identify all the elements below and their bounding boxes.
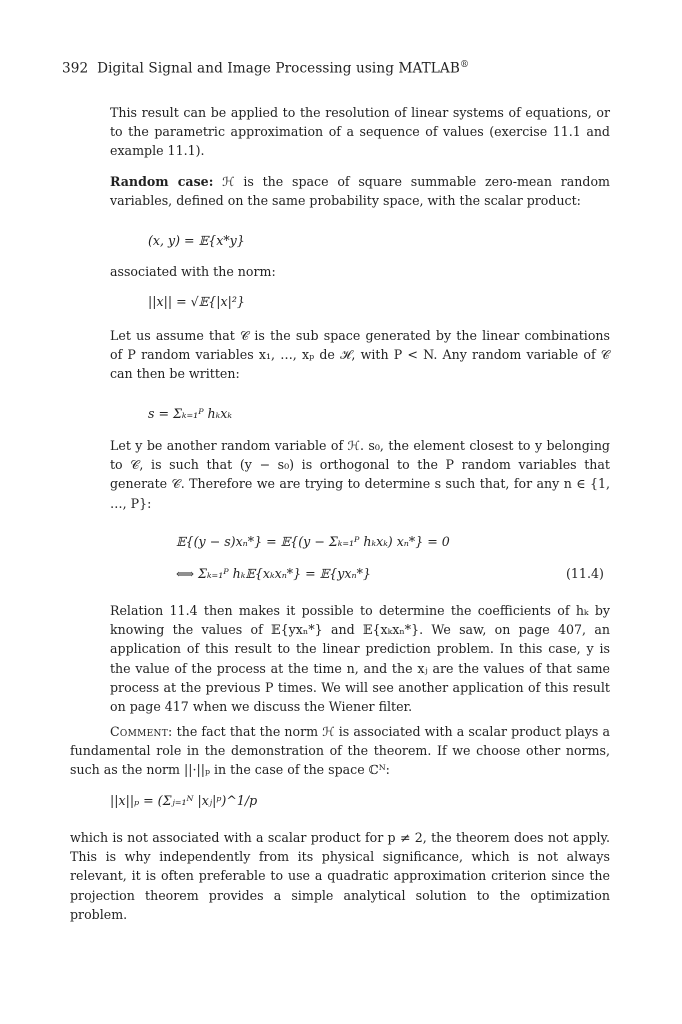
paragraph-conclusion: which is not associated with a scalar product for p ≠ 2, the theorem does not apply. This is why independently from its physical significance, which is not always relevant, it is often preferable to use a quadratic approximation criterion since the projection theorem provides a simple analytical solution to the optimization problem. — [70, 830, 610, 922]
book-title: Digital Signal and Image Processing using MATLAB — [97, 60, 460, 77]
paragraph-subspace: Let us assume that 𝒞 is the sub space generated by the linear combinations of P random variables x₁, …, xₚ de ℋ, with P < N. Any random variable of 𝒞 can then be written: — [110, 328, 610, 382]
random-case-body: ℋ is the space of square summable zero-mean random variables, defined on the same probability space, with the scalar product: — [110, 174, 610, 209]
comment-label: Comment: — [110, 724, 173, 739]
equation-linear-combination: s = Σₖ₌₁ᴾ hₖxₖ — [148, 406, 232, 421]
comment-body: the fact that the norm ℋ is associated with a scalar product plays a fundamental role in the demonstration of the theorem. If we choose other norms, such as the norm ||·||ₚ in the case of the space ℂᴺ: — [70, 724, 610, 778]
running-header — [62, 60, 469, 77]
equation-norm: ||x|| = √𝔼{|x|²} — [148, 294, 245, 309]
equation-p-norm: ||x||ₚ = (Σⱼ₌₁ᴺ |xⱼ|ᵖ)^1/p — [110, 793, 258, 808]
paragraph-comment — [70, 722, 610, 780]
paragraph-relation: Relation 11.4 then makes it possible to determine the coefficients of hₖ by knowing the values of 𝔼{yxₙ*} and 𝔼{xₖxₙ*}. We saw, on page 407, an application of this result to the linear prediction problem. In this case, y is the value of the process at the time n, and the xⱼ are the values of that same process at the previous P times. We will see another application of this result on page 417 when we discuss the Wiener filter. — [110, 603, 610, 715]
registered-mark: ® — [459, 60, 470, 70]
equation-normal-equations: ⟺ Σₖ₌₁ᴾ hₖ𝔼{xₖxₙ*} = 𝔼{yxₙ*} — [176, 566, 371, 581]
paragraph-random-case — [110, 172, 610, 210]
equation-number: (11.4) — [566, 566, 604, 581]
paragraph-associated-norm: associated with the norm: — [110, 264, 276, 279]
paragraph-orthogonality: Let y be another random variable of ℋ. s₀, the element closest to y belonging to 𝒞, is such that (y − s₀) is orthogonal to the P random variables that generate 𝒞. Therefore we are trying to determine s such that, for any n ∈ {1, …, P}: — [110, 438, 610, 511]
paragraph-linear-systems: This result can be applied to the resolution of linear systems of equations, or to the parametric approximation of a sequence of values (exercise 11.1 and example 11.1). — [110, 105, 610, 159]
random-case-heading: Random case: — [110, 174, 214, 189]
equation-scalar-product: (x, y) = 𝔼{x*y} — [148, 233, 245, 248]
equation-orthogonality: 𝔼{(y − s)xₙ*} = 𝔼{(y − Σₖ₌₁ᴾ hₖxₖ) xₙ*} = 0 — [176, 534, 450, 549]
page-number: 392 — [62, 60, 89, 77]
